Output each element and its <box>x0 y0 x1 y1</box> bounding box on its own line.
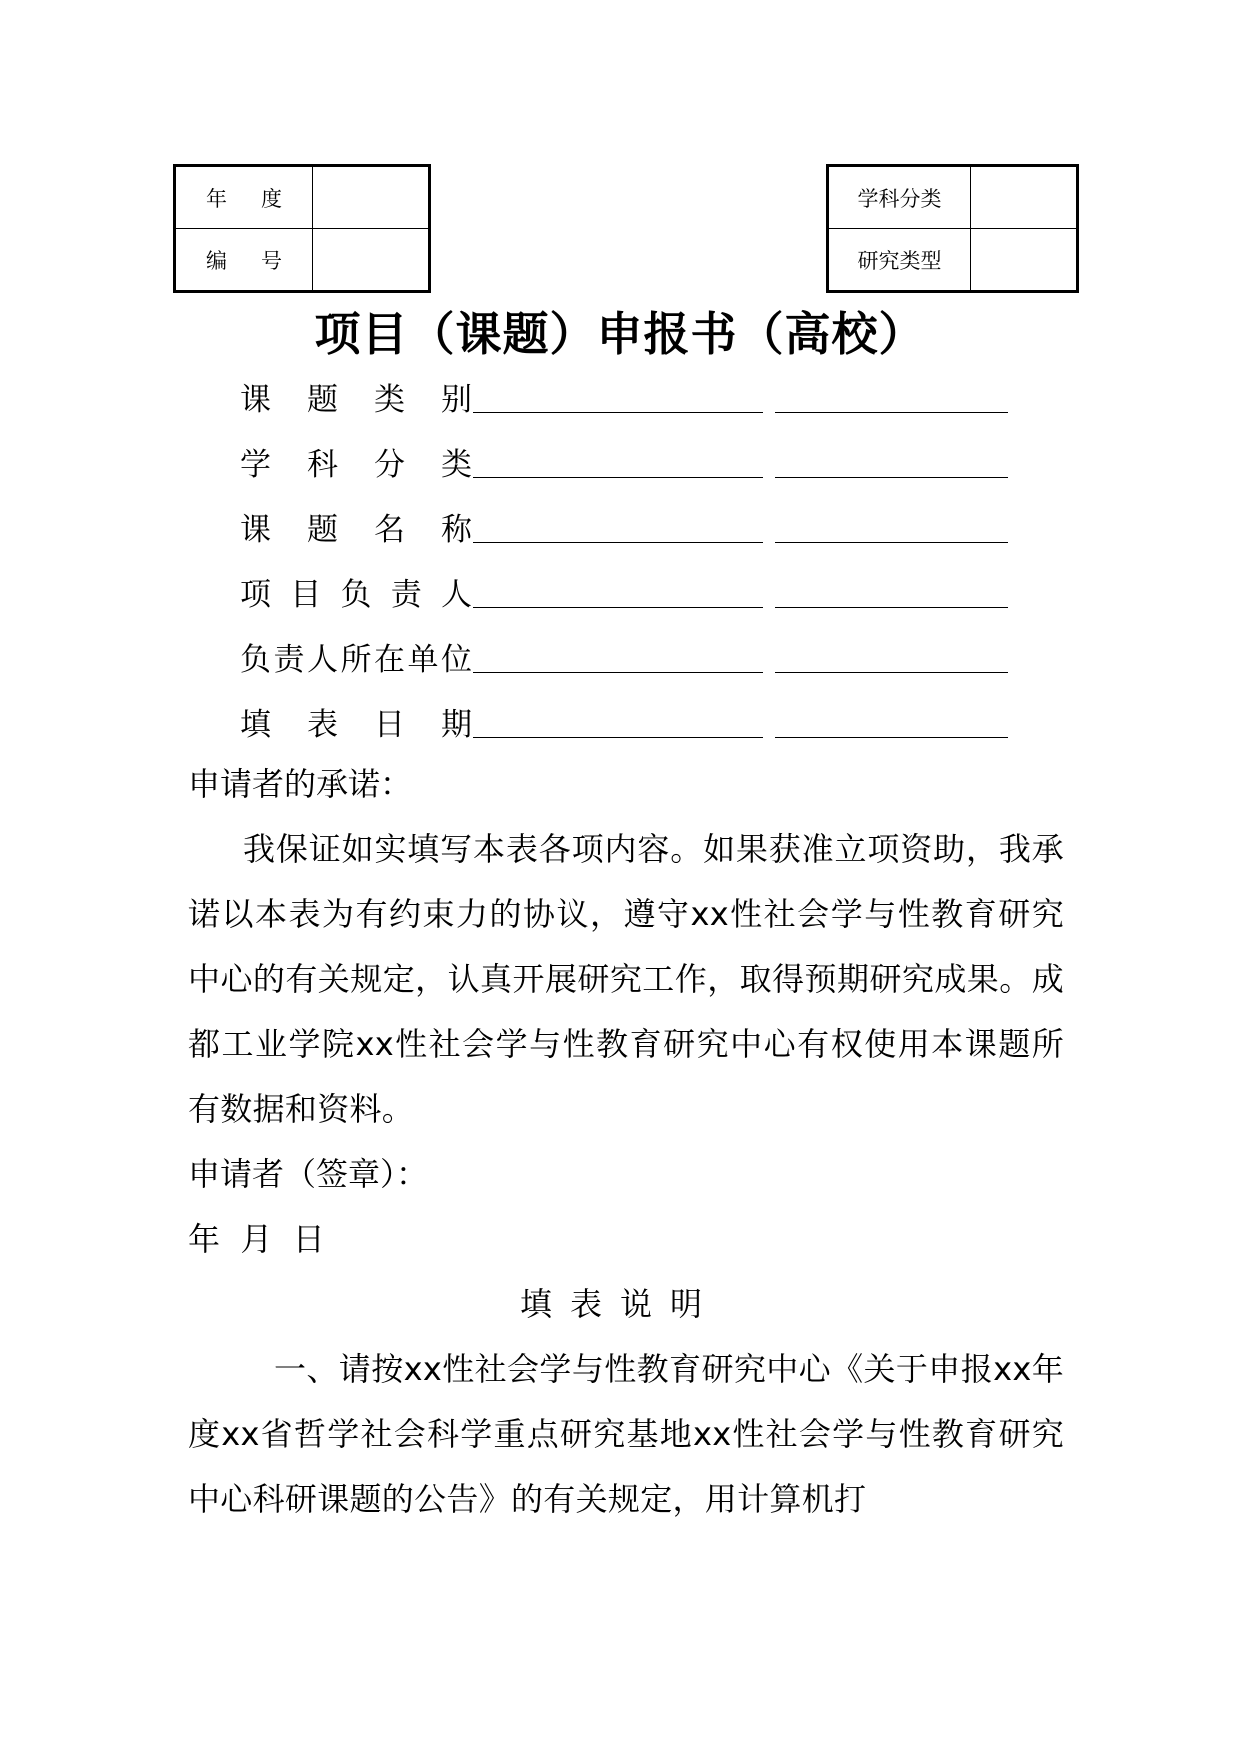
number-label-char: 号 <box>261 248 282 273</box>
year-value-cell[interactable] <box>313 166 430 229</box>
signature-line: 申请者（签章）： <box>188 1155 429 1193</box>
field-label-char: 表 <box>307 707 338 743</box>
number-label-char: 编 <box>206 248 227 273</box>
research-type-value-cell[interactable] <box>971 229 1078 292</box>
field-label-leader-institution <box>240 634 472 679</box>
field-label-char: 名 <box>374 512 405 548</box>
field-label-char: 类 <box>374 382 405 418</box>
field-label-char: 责 <box>273 642 305 678</box>
field-label-topic-name <box>240 504 472 549</box>
field-label-char: 在 <box>374 642 405 678</box>
field-label-char: 负 <box>240 642 271 678</box>
field-label-project-leader <box>240 569 472 614</box>
instructions-heading: 填表说明 <box>519 1285 720 1323</box>
field-label-char: 人 <box>441 577 472 613</box>
field-label-char: 位 <box>441 642 472 678</box>
field-label-char: 类 <box>441 447 472 483</box>
field-input-line-subject-category[interactable] <box>473 477 763 478</box>
field-input-line-extension[interactable] <box>775 672 1008 673</box>
field-input-line-extension[interactable] <box>775 477 1008 478</box>
year-label-cell <box>175 166 313 229</box>
field-label-char: 人 <box>307 642 338 678</box>
field-label-char: 课 <box>240 382 271 418</box>
field-label-topic-category <box>240 374 472 419</box>
number-label <box>206 245 282 275</box>
field-label-char: 责 <box>390 577 422 613</box>
field-input-line-project-leader[interactable] <box>473 607 763 608</box>
field-label-char: 单 <box>407 642 439 678</box>
field-label-char: 负 <box>340 577 372 613</box>
research-type-label: 研究类型 <box>828 229 971 292</box>
field-label-char: 题 <box>307 382 338 418</box>
instructions-body: 一、请按xx性社会学与性教育研究中心《关于申报xx年度xx省哲学社会科学重点研究基地xx性社会学与性教育研究中心科研课题的公告》的有关规定，用计算机打 <box>188 1350 1064 1518</box>
field-input-line-extension[interactable] <box>775 607 1008 608</box>
field-label-char: 学 <box>240 447 271 483</box>
field-label-char: 别 <box>441 382 472 418</box>
field-input-line-topic-category[interactable] <box>473 412 763 413</box>
pledge-heading: 申请者的承诺： <box>188 765 413 803</box>
field-label-char: 称 <box>441 512 472 548</box>
field-input-line-fill-date[interactable] <box>473 737 763 738</box>
year-label-char: 年 <box>206 186 227 211</box>
year-label <box>206 183 282 213</box>
field-label-fill-date <box>240 699 472 744</box>
field-input-line-leader-institution[interactable] <box>473 672 763 673</box>
document-title: 项目（课题）申报书（高校） <box>314 307 926 361</box>
subject-type-table <box>826 164 1079 293</box>
field-input-line-topic-name[interactable] <box>473 542 763 543</box>
field-label-char: 填 <box>240 707 271 743</box>
subject-category-value-cell[interactable] <box>971 166 1078 229</box>
number-label-cell <box>175 229 313 292</box>
field-input-line-extension[interactable] <box>775 412 1008 413</box>
field-label-subject-category <box>240 439 472 484</box>
field-input-line-extension[interactable] <box>775 737 1008 738</box>
number-value-cell[interactable] <box>313 229 430 292</box>
subject-category-label: 学科分类 <box>828 166 971 229</box>
date-line: 年 月 日 <box>188 1220 325 1258</box>
field-label-char: 题 <box>307 512 338 548</box>
pledge-body: 我保证如实填写本表各项内容。如果获准立项资助，我承诺以本表为有约束力的协议，遵守xx性社会学与性教育研究中心的有关规定，认真开展研究工作，取得预期研究成果。成都工业学院xx性社会学与性教育研究中心有权使用本课题所有数据和资料。 <box>188 830 1064 1128</box>
field-label-char: 目 <box>290 577 322 613</box>
field-label-char: 分 <box>374 447 405 483</box>
field-label-char: 日 <box>374 707 405 743</box>
field-label-char: 课 <box>240 512 271 548</box>
year-number-table <box>173 164 431 293</box>
year-label-char: 度 <box>261 186 282 211</box>
field-input-line-extension[interactable] <box>775 542 1008 543</box>
field-label-char: 项 <box>240 577 271 613</box>
field-label-char: 科 <box>307 447 338 483</box>
field-label-char: 所 <box>340 642 372 678</box>
field-label-char: 期 <box>441 707 472 743</box>
